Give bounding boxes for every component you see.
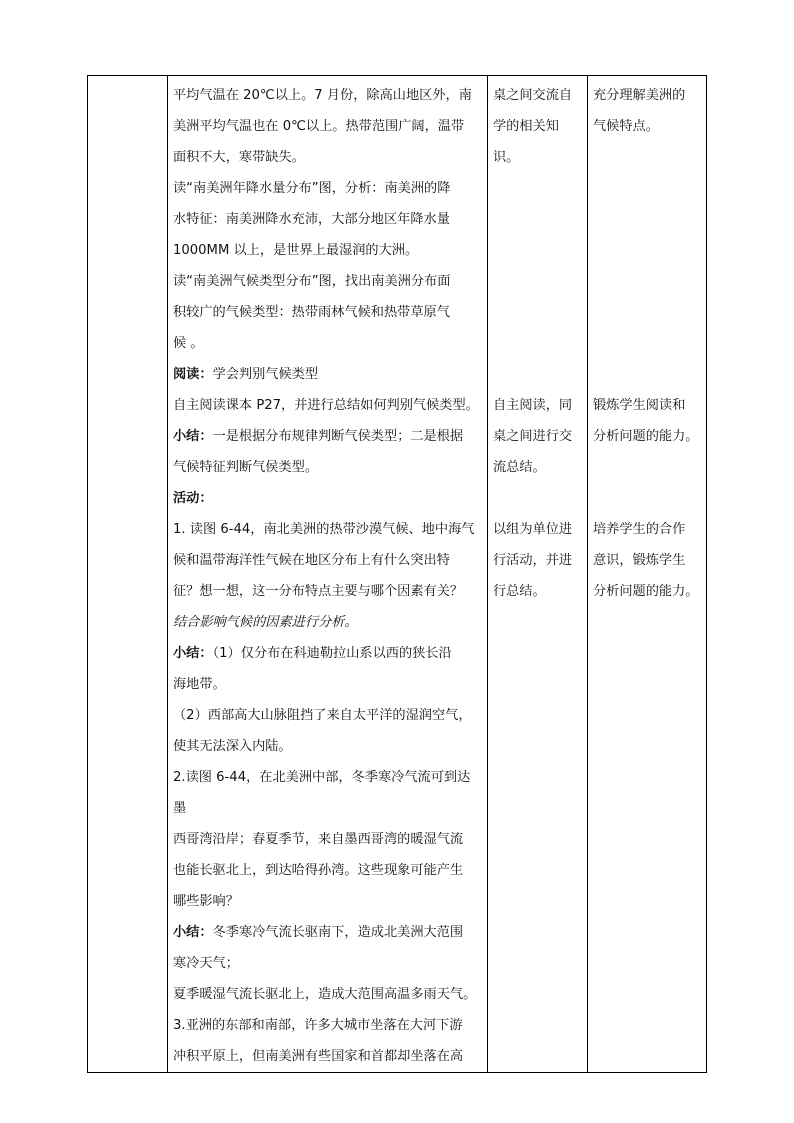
content-line bbox=[173, 235, 482, 266]
line-text: 冲积平原上，但南美洲有些国家和首都却坐落在高 bbox=[173, 1049, 464, 1064]
text-line: 分析问题的能力。 bbox=[593, 584, 699, 599]
content-line bbox=[173, 328, 482, 359]
section-label: 小结： bbox=[173, 429, 213, 444]
spacer bbox=[593, 142, 701, 359]
line-text: （2）西部高大山脉阻挡了来自太平洋的湿润空气， bbox=[173, 708, 472, 723]
content-cell bbox=[168, 76, 488, 1073]
line-text: 候和温带海洋性气候在地区分布上有什么突出特 bbox=[173, 553, 450, 568]
text-line: 流总结。 bbox=[493, 460, 546, 475]
design-purpose-cell bbox=[588, 76, 707, 1073]
text-line: 气候特点。 bbox=[593, 119, 659, 134]
content-line bbox=[173, 297, 482, 328]
line-text: 也能长驱北上，到达哈得孙湾。这些现象可能产生 bbox=[173, 863, 464, 878]
text-line: 充分理解美洲的 bbox=[593, 88, 686, 103]
content-line bbox=[173, 886, 482, 917]
content-line bbox=[173, 1041, 482, 1072]
content-line bbox=[173, 514, 482, 545]
text-line: 学的相关知识。 bbox=[493, 119, 559, 165]
text-line: 自主阅读，同 bbox=[493, 398, 573, 413]
line-text: 学会判别气候类型 bbox=[212, 367, 319, 382]
stage-cell bbox=[88, 76, 168, 1073]
line-text: 使其无法深入内陆。 bbox=[173, 739, 292, 754]
content-line bbox=[173, 483, 482, 514]
line-text: 征？想一想，这一分布特点主要与哪个因素有关？ bbox=[173, 584, 464, 599]
line-text: 自主阅读课本 P27，并进行总结如何判别气候类型。 bbox=[173, 398, 479, 413]
text-line: 分析问题的能力。 bbox=[593, 429, 699, 444]
section-label: 阅读： bbox=[173, 367, 213, 382]
line-text: 读“南美洲年降水量分布”图，分析：南美洲的降 bbox=[173, 181, 451, 196]
content-line bbox=[173, 142, 482, 173]
line-text: 一是根据分布规律判断气侯类型；二是根据 bbox=[212, 429, 464, 444]
section-label: 小结： bbox=[173, 925, 213, 940]
table-row bbox=[88, 76, 707, 1073]
line-text: 夏季暖湿气流长驱北上，造成大范围高温多雨天气。 bbox=[173, 987, 477, 1002]
line-text: 结合影响气候的因素进行分析。 bbox=[173, 615, 358, 630]
content-line bbox=[173, 669, 482, 700]
line-text: （1）仅分布在科迪勒拉山系以西的狭长沿 bbox=[212, 646, 452, 661]
text-line: 行总结。 bbox=[493, 584, 546, 599]
content-lines bbox=[168, 76, 487, 1072]
content-line bbox=[173, 762, 482, 824]
content-line bbox=[173, 576, 482, 607]
content-line bbox=[173, 111, 482, 142]
line-text: 读“南美洲气候类型分布”图，找出南美洲分布面 bbox=[173, 274, 451, 289]
content-line bbox=[173, 979, 482, 1010]
content-line bbox=[173, 700, 482, 731]
student-activity-cell bbox=[488, 76, 588, 1073]
student-block-3 bbox=[493, 514, 582, 607]
line-text: 海地带。 bbox=[173, 677, 226, 692]
line-text: 西哥湾沿岸；春夏季节，来自墨西哥湾的暖湿气流 bbox=[173, 832, 464, 847]
content-line bbox=[173, 452, 482, 483]
section-label: 活动： bbox=[173, 491, 213, 506]
content-line bbox=[173, 204, 482, 235]
text-line: 意识，锻炼学生 bbox=[593, 553, 686, 568]
content-line bbox=[173, 390, 482, 421]
section-label: 小结： bbox=[173, 646, 213, 661]
text-line: 桌之间进行交 bbox=[493, 429, 573, 444]
content-line bbox=[173, 948, 482, 979]
spacer bbox=[493, 483, 582, 514]
line-text: 水特征：南美洲降水充沛，大部分地区年降水量 bbox=[173, 212, 450, 227]
line-text: 美洲平均气温也在 0℃以上。热带范围广阔，温带 bbox=[173, 119, 465, 134]
student-activity bbox=[488, 76, 587, 607]
text-line: 桌之间交流自 bbox=[493, 88, 573, 103]
line-text: 平均气温在 20℃以上。7 月份，除高山地区外，南 bbox=[173, 88, 472, 103]
text-line: 培养学生的合作 bbox=[593, 522, 686, 537]
line-text: 候 。 bbox=[173, 336, 204, 351]
student-block-1 bbox=[493, 80, 582, 173]
spacer bbox=[593, 452, 701, 514]
lesson-table bbox=[87, 75, 707, 1073]
line-text: 气候特征判断气侯类型。 bbox=[173, 460, 319, 475]
text-line: 锻炼学生阅读和 bbox=[593, 398, 686, 413]
content-line bbox=[173, 607, 482, 638]
content-line bbox=[173, 855, 482, 886]
content-line bbox=[173, 917, 482, 948]
line-text: 2.读图 6-44，在北美洲中部，冬季寒冷气流可到达墨 bbox=[173, 770, 471, 816]
content-line bbox=[173, 421, 482, 452]
line-text: 哪些影响？ bbox=[173, 894, 239, 909]
content-line bbox=[173, 173, 482, 204]
line-text: 冬季寒冷气流长驱南下，造成北美洲大范围 bbox=[212, 925, 464, 940]
content-line bbox=[173, 266, 482, 297]
line-text: 积较广的气候类型：热带雨林气候和热带草原气 bbox=[173, 305, 450, 320]
content-line bbox=[173, 359, 482, 390]
content-line bbox=[173, 638, 482, 669]
spacer bbox=[493, 173, 582, 390]
purpose-block-3 bbox=[593, 514, 701, 607]
content-line bbox=[173, 1010, 482, 1041]
student-block-2 bbox=[493, 390, 582, 483]
line-text: 3.亚洲的东部和南部，许多大城市坐落在大河下游 bbox=[173, 1018, 463, 1033]
line-text: 1. 读图 6-44，南北美洲的热带沙漠气候、地中海气 bbox=[173, 522, 475, 537]
line-text: 1000MM 以上，是世界上最湿润的大洲。 bbox=[173, 243, 419, 258]
line-text: 面积不大，寒带缺失。 bbox=[173, 150, 305, 165]
content-line bbox=[173, 545, 482, 576]
line-text: 寒冷天气； bbox=[173, 956, 239, 971]
text-line: 以组为单位进 bbox=[493, 522, 573, 537]
purpose-block-1 bbox=[593, 80, 701, 142]
text-line: 行活动，并进 bbox=[493, 553, 573, 568]
content-line bbox=[173, 731, 482, 762]
content-line bbox=[173, 80, 482, 111]
content-line bbox=[173, 824, 482, 855]
design-purpose bbox=[588, 76, 706, 607]
purpose-block-2 bbox=[593, 390, 701, 452]
